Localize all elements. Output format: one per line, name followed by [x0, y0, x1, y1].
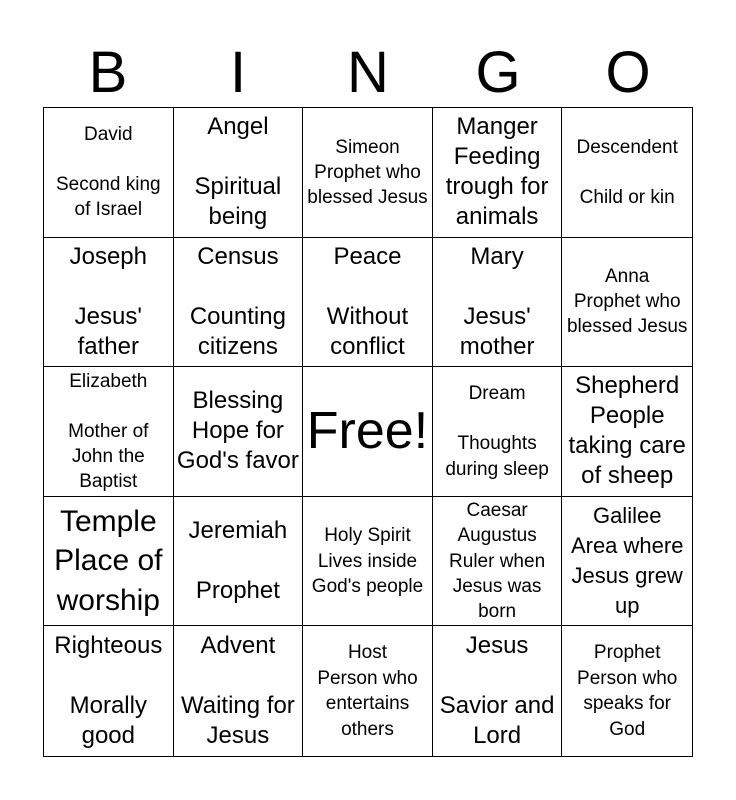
bingo-cell[interactable]: Host Person who entertains others	[303, 626, 433, 756]
bingo-cell[interactable]: David Second king of Israel	[44, 108, 174, 238]
header-letter-o: O	[605, 40, 651, 105]
bingo-cell[interactable]: Caesar Augustus Ruler when Jesus was born	[433, 497, 563, 627]
bingo-header	[43, 42, 693, 104]
bingo-cell[interactable]: Blessing Hope for God's favor	[174, 367, 304, 497]
bingo-cell[interactable]: Anna Prophet who blessed Jesus	[562, 238, 692, 368]
bingo-cell[interactable]: Dream Thoughts during sleep	[433, 367, 563, 497]
bingo-cell[interactable]: Elizabeth Mother of John the Baptist	[44, 367, 174, 497]
bingo-cell[interactable]: Peace Without conflict	[303, 238, 433, 368]
bingo-cell[interactable]: Righteous Morally good	[44, 626, 174, 756]
bingo-cell[interactable]: Manger Feeding trough for animals	[433, 108, 563, 238]
bingo-cell[interactable]: Galilee Area where Jesus grew up	[562, 497, 692, 627]
bingo-board	[43, 107, 693, 757]
bingo-cell[interactable]: Census Counting citizens	[174, 238, 304, 368]
bingo-cell[interactable]: Prophet Person who speaks for God	[577, 642, 678, 740]
header-letter-n: N	[347, 40, 389, 105]
bingo-cell[interactable]: Joseph Jesus' father	[44, 238, 174, 368]
bingo-cell[interactable]: Advent Waiting for Jesus	[174, 626, 304, 756]
bingo-cell[interactable]: Simeon Prophet who blessed Jesus	[303, 108, 433, 238]
header-letter-g: G	[475, 40, 521, 105]
header-letter-i: I	[229, 40, 247, 105]
bingo-cell[interactable]: Temple Place of worship	[44, 497, 174, 627]
bingo-cell[interactable]: Jeremiah Prophet	[174, 497, 304, 627]
bingo-cell[interactable]: Holy Spirit Lives inside God's people	[303, 497, 433, 627]
header-letter-b: B	[88, 40, 128, 105]
bingo-cell[interactable]: Mary Jesus' mother	[433, 238, 563, 368]
bingo-cell[interactable]: Shepherd People taking care of sheep	[562, 367, 692, 497]
free-space-cell[interactable]: Free!	[303, 367, 433, 497]
bingo-cell[interactable]: Jesus Savior and Lord	[433, 626, 563, 756]
bingo-cell[interactable]: Angel Spiritual being	[174, 108, 304, 238]
bingo-cell[interactable]: Descendent Child or kin	[562, 108, 692, 238]
